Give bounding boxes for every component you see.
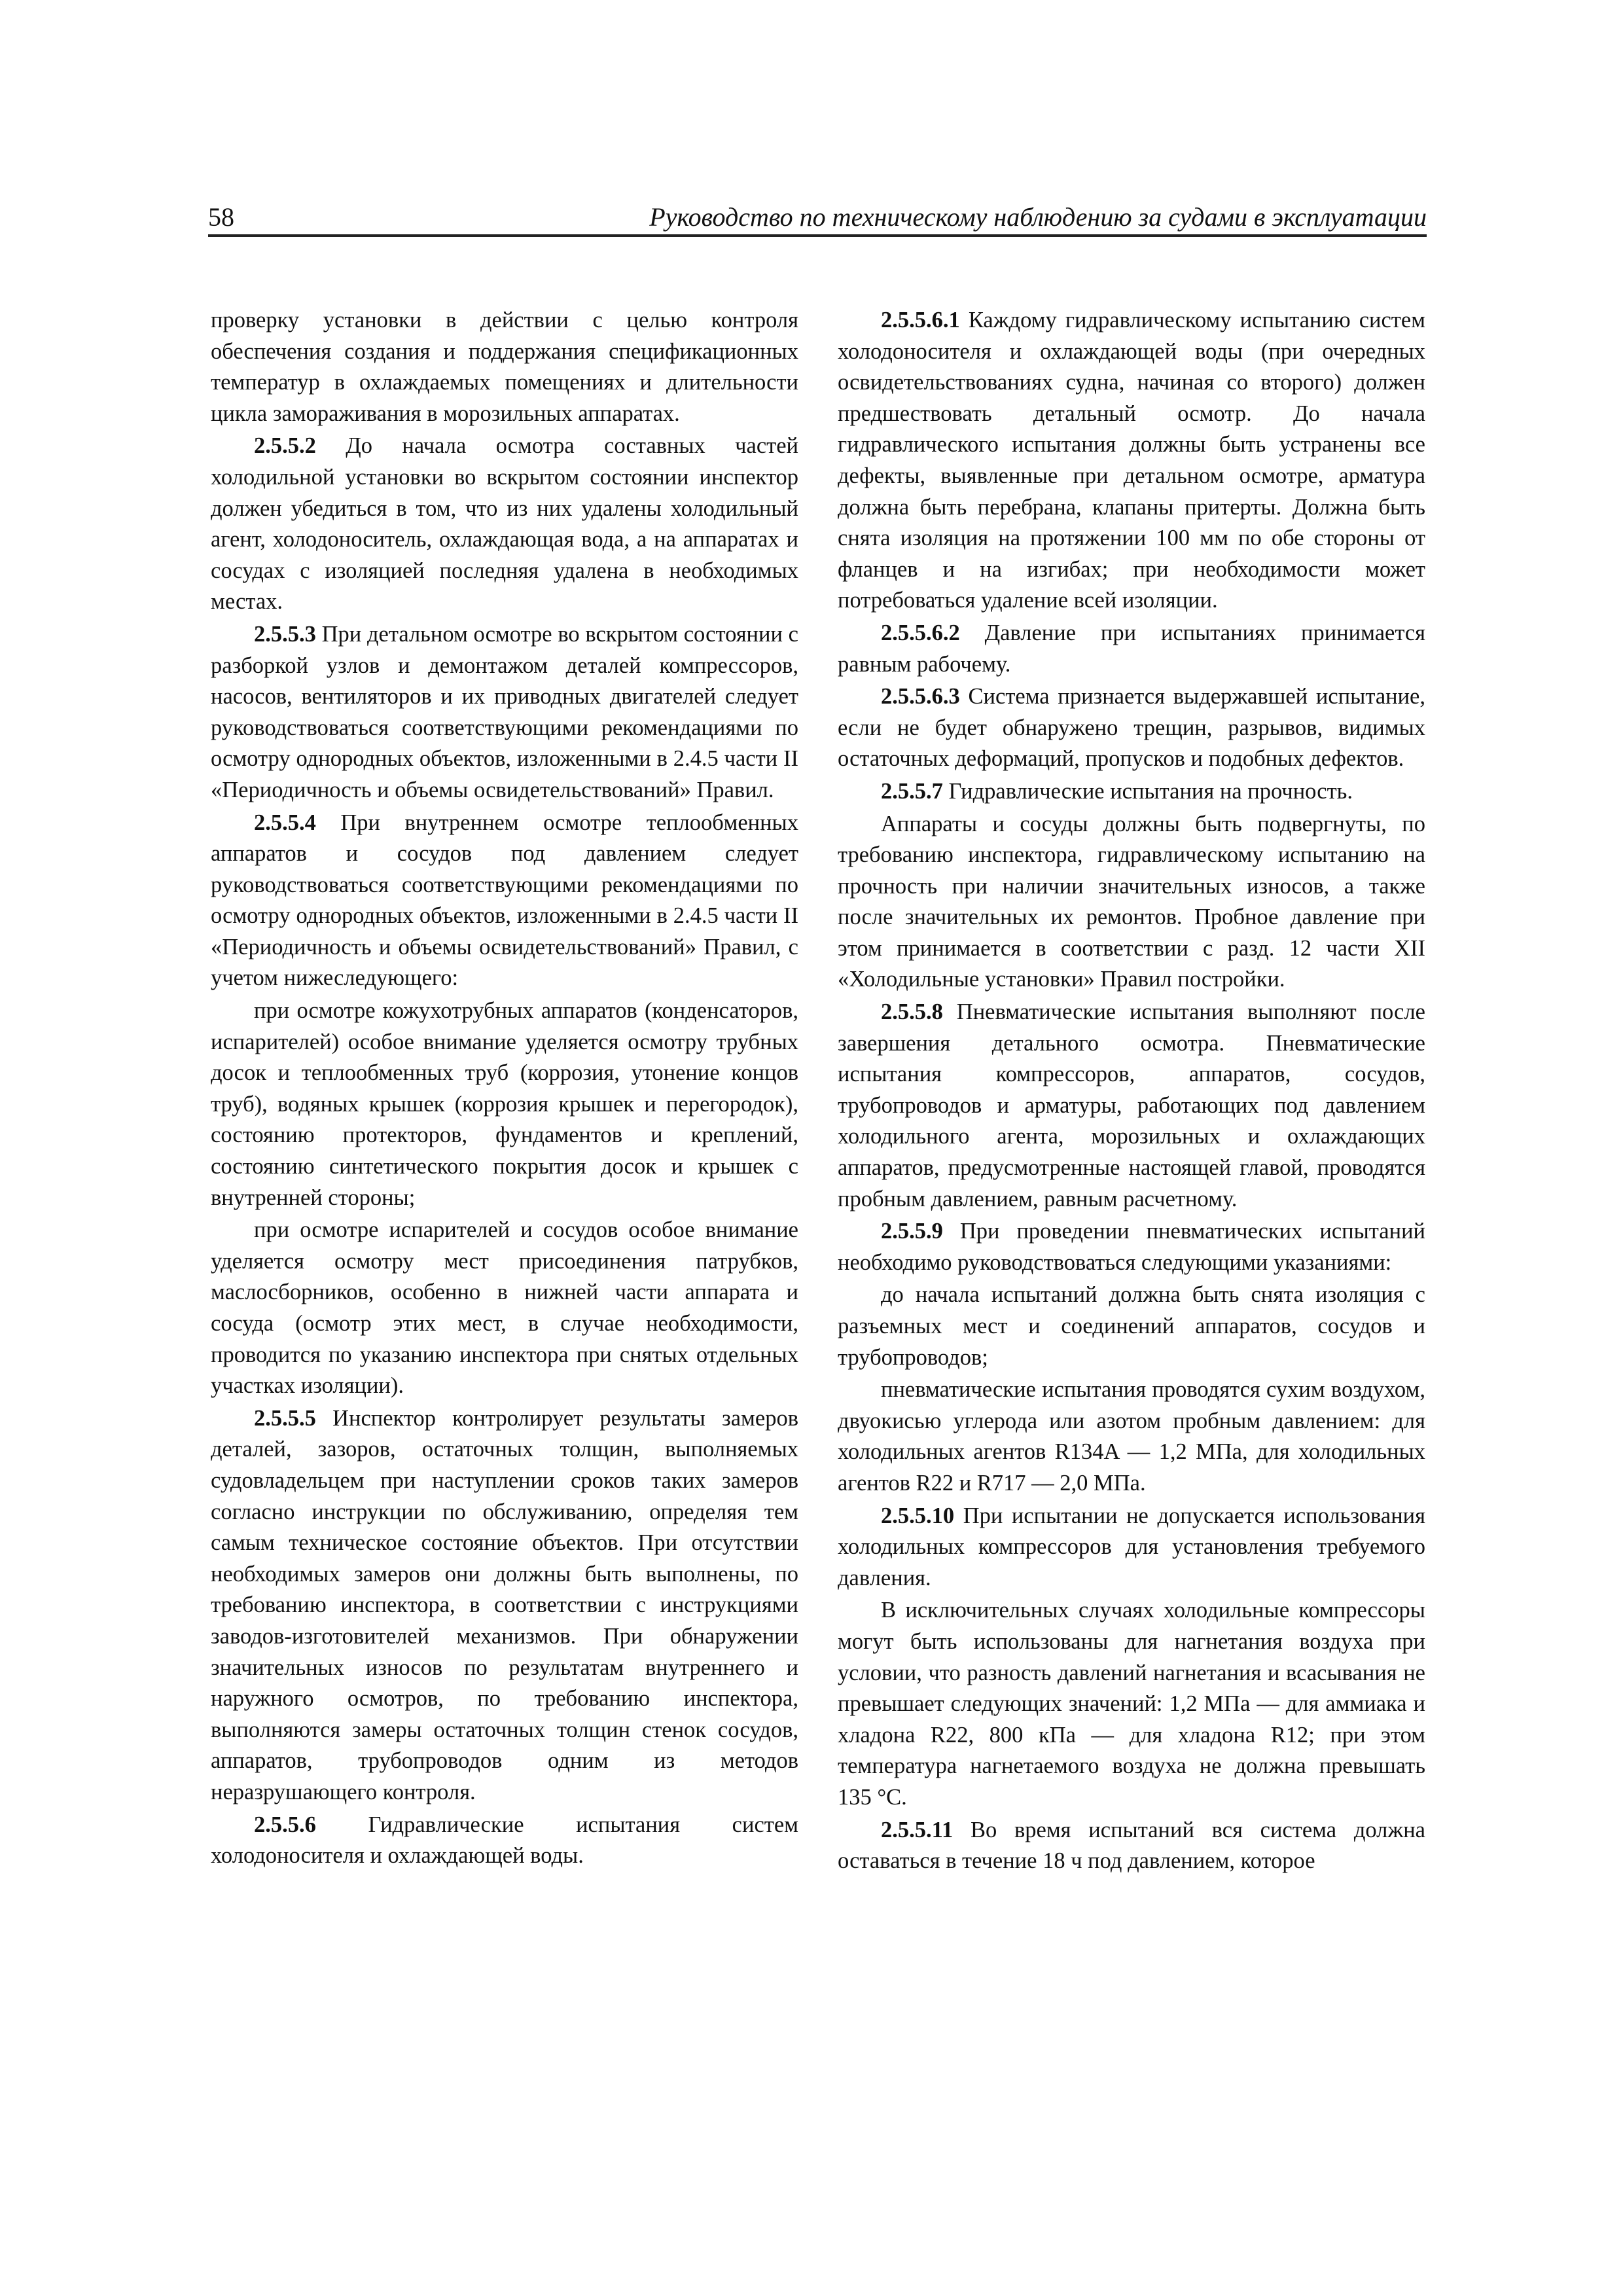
clause-2-5-5-9: 2.5.5.9 При проведении пневматических испытаний необходимо руководствоваться следующими указаниями:: [838, 1219, 1425, 1275]
clause-2-5-5-11: 2.5.5.11 Во время испытаний вся система должна оставаться в течение 18 ч под давлением, которое: [838, 1817, 1425, 1874]
list-item-shell-tube: при осмотре кожухотрубных аппаратов (конденсаторов, испарителей) особое внимание уделяется осмотру трубных досок и теплообменных труб (коррозия, утонение концов труб), водяных крышек (коррозия крышек и перегородок), состоянию протекторов, фундаментов и креплений, состоянию синтетического покрытия досок и крышек с внутренней стороны;: [211, 998, 798, 1210]
clause-2-5-5-6-2: 2.5.5.6.2 Давление при испытаниях принимается равным рабочему.: [838, 620, 1425, 677]
running-title: Руководство по техническому наблюдению за судами в эксплуатации: [649, 202, 1427, 232]
list-item-pneumatic: пневматические испытания проводятся сухим воздухом, двуокисью углерода или азотом пробным давлением: для холодильных агентов R134A — 1,2 МПа, для холодильных агентов R22 и R717 — 2,0 МПа.: [838, 1377, 1425, 1496]
clause-2-5-5-4: 2.5.5.4 При внутреннем осмотре теплообменных аппаратов и сосудов под давлением следует руководствоваться соответствующими рекомендациями по осмотру однородных объектов, изложенными в 2.4.5 части II «Периодичность и объемы освидетельствований» Правил, с учетом нижеследующего:: [211, 810, 798, 991]
clause-2-5-5-7: 2.5.5.7 Гидравлические испытания на прочность.: [881, 778, 1353, 804]
list-item-evaporators: при осмотре испарителей и сосудов особое внимание уделяется осмотру мест присоединения патрубков, маслосборников, особенно в нижней части аппарата и сосуда (осмотр этих мест, в случае необходимости, проводится по указанию инспектора при снятых отдельных участках изоляции).: [211, 1217, 798, 1399]
paragraph-continuation: проверку установки в действии с целью контроля обеспечения создания и поддержания спецификационных температур в охлаждаемых помещениях и длительности цикла замораживания в морозильных аппаратах.: [211, 308, 798, 426]
clause-2-5-5-6: 2.5.5.6 Гидравлические испытания систем холодоносителя и охлаждающей воды.: [211, 1812, 798, 1869]
page-header: [208, 194, 1427, 237]
clause-2-5-5-5: 2.5.5.5 Инспектор контролирует результаты замеров деталей, зазоров, остаточных толщин, выполняемых судовладельцем при наступлении сроков таких замеров согласно инструкции по обслуживанию, определяя тем самым техническое состояние объектов. При отсутствии необходимых замеров они должны быть выполнены, по требованию инспектора, в соответствии с инструкциями заводов-изготовителей механизмов. При обнаружении значительных износов по результатам внутреннего и наружного осмотров, по требованию инспектора, выполняются замеры остаточных толщин стенок сосудов, аппаратов, трубопроводов одним из методов неразрушающего контроля.: [211, 1405, 798, 1804]
clause-2-5-5-3: 2.5.5.3 При детальном осмотре во вскрытом состоянии с разборкой узлов и демонтажом деталей компрессоров, насосов, вентиляторов и их приводных двигателей следует руководствоваться соответствующими рекомендациями по осмотру однородных объектов, изложенными в 2.4.5 части II «Периодичность и объемы освидетельствований» Правил.: [211, 621, 798, 802]
list-item-insulation: до начала испытаний должна быть снята изоляция с разъемных мест и соединений аппаратов, сосудов и трубопроводов;: [838, 1282, 1425, 1370]
clause-2-5-5-2: 2.5.5.2 До начала осмотра составных частей холодильной установки во вскрытом состоянии инспектор должен убедиться в том, что из них удалены холодильный агент, холодоноситель, охлаждающая вода, а на аппаратах и сосудах с изоляцией последняя удалена в необходимых местах.: [211, 433, 798, 615]
clause-2-5-5-6-3: 2.5.5.6.3 Система признается выдержавшей испытание, если не будет обнаружено трещин, разрывов, видимых остаточных деформаций, пропусков и подобных дефектов.: [838, 684, 1425, 772]
clause-2-5-5-10: 2.5.5.10 При испытании не допускается использования холодильных компрессоров для установления требуемого давления.: [838, 1503, 1425, 1590]
paragraph-strength-test: Аппараты и сосуды должны быть подвергнуты, по требованию инспектора, гидравлическому испытанию на прочность при наличии значительных износов, а также после значительных их ремонтов. Пробное давление при этом принимается в соответствии с разд. 12 части XII «Холодильные установки» Правил постройки.: [838, 811, 1425, 992]
left-column: [211, 305, 798, 1873]
clause-2-5-5-8: 2.5.5.8 Пневматические испытания выполняют после завершения детального осмотра. Пневматические испытания компрессоров, аппаратов, сосудов, трубопроводов и арматуры, работающих под давлением холодильного агента, морозильных и охлаждающих аппаратов, предусмотренные настоящей главой, проводятся пробным давлением, равным расчетному.: [838, 999, 1425, 1211]
clause-2-5-5-6-1: 2.5.5.6.1 Каждому гидравлическому испытанию систем холодоносителя и охлаждающей воды (при очередных освидетельствованиях судна, начиная со второго) должен предшествовать детальный осмотр. До начала гидравлического испытания должны быть устранены все дефекты, выявленные при детальном осмотре, арматура должна быть перебрана, клапаны притерты. Должна быть снята изоляция на протяжении 100 мм по обе стороны от фланцев и на изгибах; при необходимости может потребоваться удаление всей изоляции.: [838, 308, 1425, 613]
paragraph-exceptional-cases: В исключительных случаях холодильные компрессоры могут быть использованы для нагнетания воздуха при условии, что разность давлений нагнетания и всасывания не превышает следующих значений: 1,2 МПа — для аммиака и хладона R22, 800 кПа — для хладона R12; при этом температура нагнетаемого воздуха не должна превышать 135 °C.: [838, 1598, 1425, 1810]
page-number: 58: [208, 202, 234, 232]
right-column: [838, 305, 1425, 1878]
